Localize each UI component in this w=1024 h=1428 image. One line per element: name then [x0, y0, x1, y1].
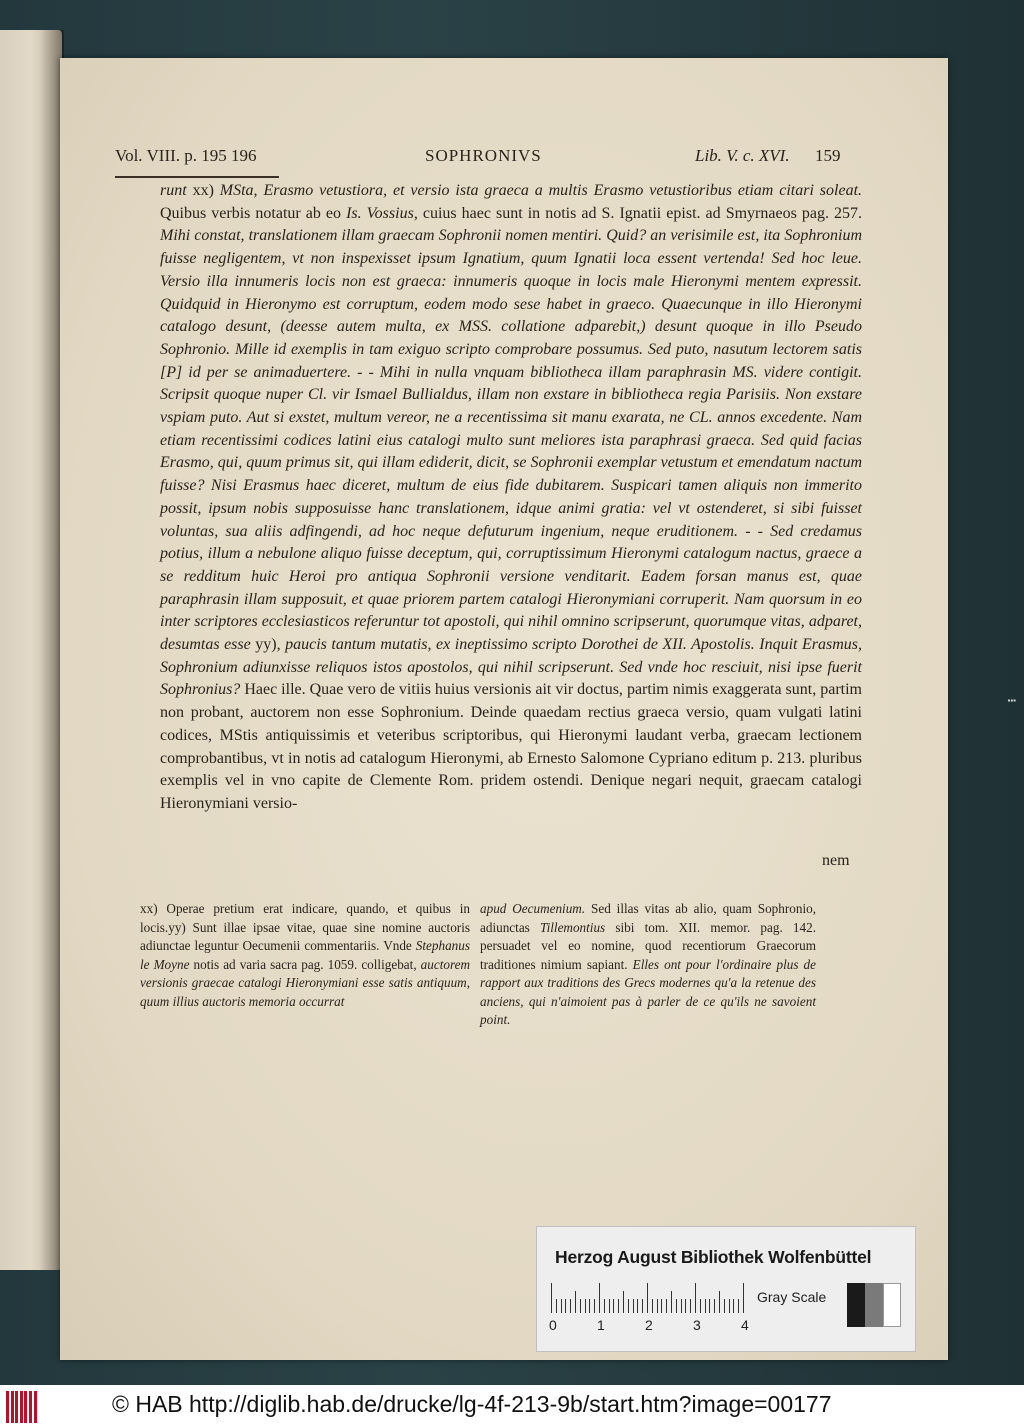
ruler-tick: [618, 1299, 619, 1313]
ruler-tick: [676, 1299, 677, 1313]
ruler-tick: [671, 1291, 672, 1313]
scale-numbers: [549, 1317, 749, 1337]
scale-number: 3: [693, 1317, 701, 1333]
ruler-tick: [556, 1299, 557, 1313]
footnote-segment: yy) Sunt illae ipsae vitae, quae sine nomine auctoris adiunctae leguntur Oecumenii commentariis. Vnde: [140, 919, 470, 953]
ruler-tick: [594, 1299, 595, 1313]
logo-bar: [15, 1391, 18, 1423]
ruler-tick: [657, 1299, 658, 1313]
ruler-tick: [743, 1283, 744, 1313]
ruler-tick: [729, 1299, 730, 1313]
main-text: [160, 180, 862, 816]
ruler-tick: [623, 1291, 624, 1313]
footnote-segment: sibi tom. XII. memor. pag. 142. persuadet vel eo nomine, quod recentiorum Graecorum traditiones nimium sapiant.: [480, 919, 816, 972]
text-segment: runt: [160, 182, 193, 199]
scale-number: 4: [741, 1317, 749, 1333]
ruler-tick: [681, 1299, 682, 1313]
logo-bar: [34, 1391, 37, 1423]
gray-swatch-black: [847, 1283, 865, 1327]
page-number: 159: [815, 146, 841, 165]
margin-dots: ▪▪▪: [1007, 696, 1016, 705]
running-header: [115, 146, 855, 176]
text-segment: Haec ille. Quae vero de vitiis huius versionis ait vir doctus, partim nimis exaggerata sunt, partim non probant, auctorem non esse Sophronium. Deinde quaedam rectius graeca versio, quam vulgati latini codices, MStis antiquissimis et veteribus scriptoribus, qui Hieronymi laudant verba, graecam lectionem comprobantibus, vt in notis ad catalogum Hieronymi, ab Ernesto Salomone Cypriano editum p. 213. pluribus exemplis vel in vno capite de Clemente Rom. pridem ostendi. Denique negari nequit, graecam catalogi Hieronymiani versio-: [160, 681, 862, 812]
ruler-tick: [551, 1283, 552, 1313]
ruler-tick: [561, 1299, 562, 1313]
ruler-tick: [714, 1299, 715, 1313]
ruler-tick: [652, 1299, 653, 1313]
ruler-tick: [613, 1299, 614, 1313]
scale-number: 2: [645, 1317, 653, 1333]
logo-bar: [6, 1391, 9, 1423]
library-name: Herzog August Bibliothek Wolfenbüttel: [555, 1247, 872, 1267]
logo-bar: [29, 1391, 32, 1423]
catchword: nem: [822, 852, 850, 869]
ruler-tick: [724, 1299, 725, 1313]
text-segment: MSta, Erasmo vetustiora, et versio ista graeca a multis Erasmo vetustioribus etiam citari soleat.: [219, 182, 863, 199]
ruler-tick: [609, 1299, 610, 1313]
ruler-tick: [661, 1299, 662, 1313]
ruler-tick: [647, 1283, 648, 1313]
section-reference: Lib. V. c. XVI.: [695, 146, 790, 165]
footer-copyright-url[interactable]: © HAB http://diglib.hab.de/drucke/lg-4f-213-9b/start.htm?image=00177: [112, 1391, 832, 1417]
ruler-tick: [570, 1299, 571, 1313]
ruler-tick: [565, 1299, 566, 1313]
footnotes-left-column: [140, 900, 470, 1011]
ruler-tick: [589, 1299, 590, 1313]
scale-number: 1: [597, 1317, 605, 1333]
footnote-segment: Stephanus le Moyne: [140, 938, 470, 972]
ruler-tick: [700, 1299, 701, 1313]
ruler-tick: [628, 1299, 629, 1313]
ruler-tick: [695, 1283, 696, 1313]
footnote-segment: Sed illas vitas ab alio, quam Sophronio, adiunctas: [480, 901, 816, 935]
ruler-tick: [575, 1291, 576, 1313]
ruler-tick: [685, 1299, 686, 1313]
ruler-tick: [637, 1299, 638, 1313]
text-segment: Is. Vossius: [346, 204, 414, 222]
header-underline: [115, 176, 279, 178]
ruler-tick: [633, 1299, 634, 1313]
footnote-segment: Elles ont pour l'ordinaire plus de rapport aux traditions des Grecs modernes qu'a la retenue des anciens, qui n'aimoient pas à parler de ce qu'ils ne savoient point.: [480, 956, 816, 1027]
ruler-tick: [666, 1299, 667, 1313]
ruler-tick: [733, 1299, 734, 1313]
ruler-tick: [599, 1283, 600, 1313]
gray-swatch-white: [883, 1283, 901, 1327]
running-title: SOPHRONIVS: [425, 146, 542, 165]
hab-logo-icon: [6, 1391, 38, 1423]
logo-bar: [20, 1391, 23, 1423]
logo-bar: [24, 1391, 27, 1423]
scale-number: 0: [549, 1317, 557, 1333]
footnote-segment: Tillemontius: [539, 919, 606, 935]
library-color-card: [536, 1226, 916, 1352]
footnote-segment: notis ad varia sacra pag. 1059. colligebat,: [189, 956, 421, 972]
ruler-tick: [709, 1299, 710, 1313]
ruler-tick: [604, 1299, 605, 1313]
text-segment: xx): [192, 182, 220, 199]
ruler-tick: [719, 1291, 720, 1313]
gray-scale-label: Gray Scale: [757, 1289, 827, 1305]
ruler-tick: [585, 1299, 586, 1313]
text-segment: Mihi constat, translationem illam graecam Sophronii nomen mentiri. Quid? an verisimile est, ita Sophronium fuisse negligentem, vt non inspexisset ipsum Ignatium, quum Ignatii loca essent vertenda! Sed hoc leue. Versio illa innumeris locis non est graeca: innumeris quoque in locis male Hieronymi mentem expressit. Quidquid in Hieronymo est corruptum, eodem modo sese habet in graeco. Quaecunque in illo Hieronymi catalogo desunt, (deesse autem multa, ex MSS. collatione adparebit,) desunt quoque in illo Pseudo Sophronio. Mille id exemplis in tam exiguo scripto comprobare possumus. Sed puto, nasutum lectorem satis [P] id per se animaduertere. - - Mihi in nulla vnquam bibliotheca illam paraphrasin MS. videre contigit. Scripsit quoque nuper Cl. vir Ismael Bullialdus, illam non exstare in bibliotheca regia Parisiis. Non exstare vspiam puto. Aut si exstet, multum vereor, ne a recentissima sit manu exarata, ne CL. annos excedente. Nam etiam recentissimi codices latini eius catalogi multo sunt meliores ista paraphrasi graeca. Sed quid facias Erasmo, qui, quum primus sit, qui illam ediderit, dicit, se Sophronii exemplar vetustum et emendatum nactum fuisse? Nisi Erasmus haec diceret, multum de eius fide dubitarem. Suspicari tamen aliquis non immerito possit, ipsum nobis supposuisse hanc translationem, idque animi gratia: vel vt ostenderet, si sibi fuisset voluntas, sua aliis adfingendi, ad hoc neque defuturum ingenium, neque eruditionem. - - Sed credamus potius, illum a nebulone aliquo fuisse deceptum, qui, corruptissimum Hieronymi catalogum nactus, graece a se redditum huic Heroi pro antiqua Sophronii versione venditarit. Eadem forsan manus est, quae paraphrasin illam supposuit, et quae priorem partem catalogi Hieronymiani corruperit. Nam quorsum in eo inter scriptores ecclesiasticos referuntur tot apostoli, qui nihil omnino scripserunt, quorumque vitas, adparet, desumtas esse: [160, 227, 862, 654]
ruler-tick: [642, 1299, 643, 1313]
text-segment: , paucis tantum mutatis, ex ineptissimo scripto Dorothei de XII. Apostolis. Inquit Erasmus, Sophronium adiunxisse reliquos istos apostolos, qui nihil scripserunt. Sed vnde hoc resciuit, nisi ipse fuerit Sophronius?: [160, 636, 862, 699]
footnote-segment: xx) Operae pretium erat indicare, quando, et quibus in locis.: [140, 901, 470, 935]
book-page: [60, 58, 948, 1360]
text-segment: , cuius haec sunt in notis ad S. Ignatii epist. ad Smyrnaeos pag. 257.: [413, 204, 862, 222]
footnote-segment: auctorem versionis graecae catalogi Hieronymiani esse satis antiquum, quum illius auctoris memoria occurrat: [140, 956, 470, 1009]
volume-reference: Vol. VIII. p. 195 196: [115, 146, 257, 165]
ruler-tick: [738, 1299, 739, 1313]
logo-bar: [11, 1391, 14, 1423]
text-segment: Quibus verbis notatur ab eo: [160, 204, 347, 222]
ruler-tick: [690, 1299, 691, 1313]
gray-swatch-mid: [865, 1283, 883, 1327]
ruler-tick: [705, 1299, 706, 1313]
footer-bar: [0, 1385, 1024, 1428]
scale-ruler: [551, 1281, 747, 1313]
footnotes-right-column: [480, 900, 816, 1030]
text-segment: yy): [255, 636, 277, 654]
footnote-segment: apud Oecumenium.: [480, 901, 586, 916]
ruler-tick: [580, 1299, 581, 1313]
